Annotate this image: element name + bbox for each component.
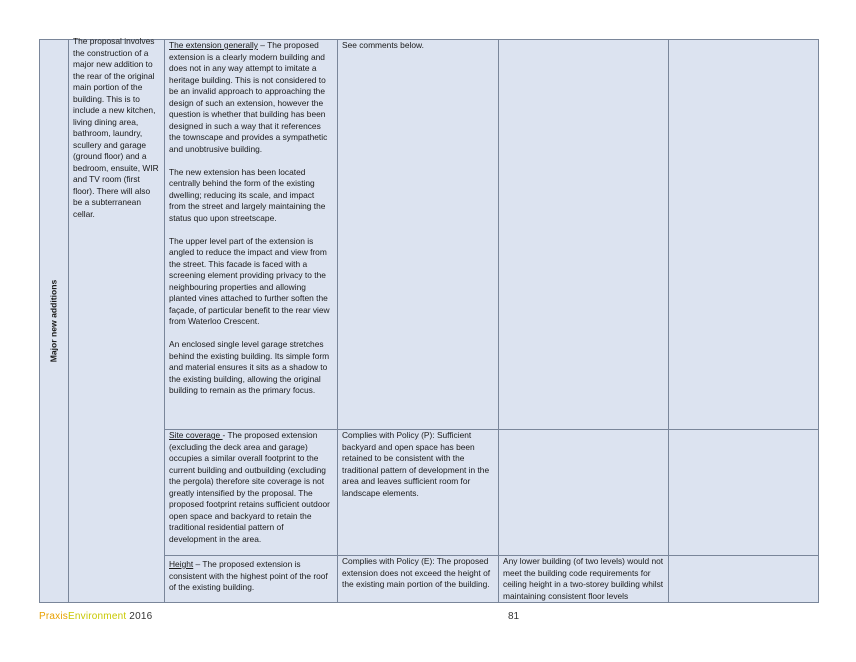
empty-cell — [669, 430, 819, 556]
comment-cell — [499, 556, 669, 603]
page-number: 81 — [508, 611, 520, 622]
row-text: An enclosed single level garage stretches behind the existing building. Its simple form and material ensures it sits as a shadow to the existing building, allowing the original building to remain as the primary focus. — [169, 339, 330, 395]
row-text: The new extension has been located centrally behind the form of the existing dwelling; reducing its scale, and impact from the street and largely maintaining the status quo upon streetscape. — [169, 166, 326, 223]
proposal-cell — [69, 36, 165, 603]
compliance-text: Complies with Policy (E): The proposed extension does not exceed the height of the existing main portion of the building. — [342, 556, 491, 589]
assessment-cell — [165, 40, 338, 430]
brand-part1: Praxis — [39, 611, 68, 622]
assessment-table — [39, 36, 819, 603]
comment-cell — [499, 430, 669, 556]
section-label: Major new additions — [48, 279, 59, 363]
compliance-cell — [338, 430, 499, 556]
row-heading: Site coverage — [169, 430, 223, 440]
proposal-text: The proposal involves the construction of a major new addition to the rear of the original main portion of the building. This is to include a new kitchen, living dining area, bathroom, laundry, scullery and garage (ground floor) and a bedroom, ensuite, WIR and TV room (first floor). There will also be a subterranean cellar. — [73, 36, 159, 219]
empty-cell — [669, 556, 819, 603]
compliance-text: Complies with Policy (P): Sufficient backyard and open space has been retained to be consistent with the traditional pattern of development in the area and leaves sufficient room for landscape elements. — [342, 430, 490, 498]
comment-cell — [499, 40, 669, 430]
compliance-text: See comments below. — [342, 40, 424, 50]
row-text: – The proposed extension is a clearly modern building and does not in any way attempt to imitate a heritage building. This is not considered to be an invalid approach to approaching the design of such an extension, however the question is whether that building has been designed in such a way that it references the townscape and provides a sympathetic and unobtrusive building. — [169, 40, 328, 154]
compliance-cell — [338, 40, 499, 430]
row-text: The upper level part of the extension is angled to reduce the impact and view from the street. This facade is faced with a screening element providing privacy to the neighbouring properties and allowing planted vines attached to further soften the façade, of particular benefit to the rear view from Waterloo Crescent. — [169, 235, 330, 326]
table-row — [40, 40, 819, 430]
assessment-cell — [165, 556, 338, 603]
empty-cell — [669, 40, 819, 430]
brand-part2: Environment — [67, 611, 127, 622]
row-heading: The extension generally — [169, 40, 258, 50]
section-label-cell — [40, 40, 69, 603]
compliance-cell — [338, 556, 499, 603]
comment-text: Any lower building (of two levels) would not meet the building code requirements for ceiling height in a two-storey building whilst maintaining consistent floor levels — [503, 556, 664, 601]
footer-brand — [39, 611, 152, 622]
row-text: – The proposed extension is consistent with the highest point of the roof of the existing building. — [169, 559, 328, 592]
assessment-cell — [165, 430, 338, 556]
row-text: - The proposed extension (excluding the deck area and garage) occupies a similar overall footprint to the current building and outbuilding (excluding the pergola) therefore site coverage is not greatly intensified by the proposal. The proposed footprint retains sufficient outdoor open space and backyard to retain the traditional residential pattern of development in the area. — [169, 430, 330, 544]
footer-year: 2016 — [126, 611, 153, 622]
row-heading: Height — [169, 559, 194, 569]
